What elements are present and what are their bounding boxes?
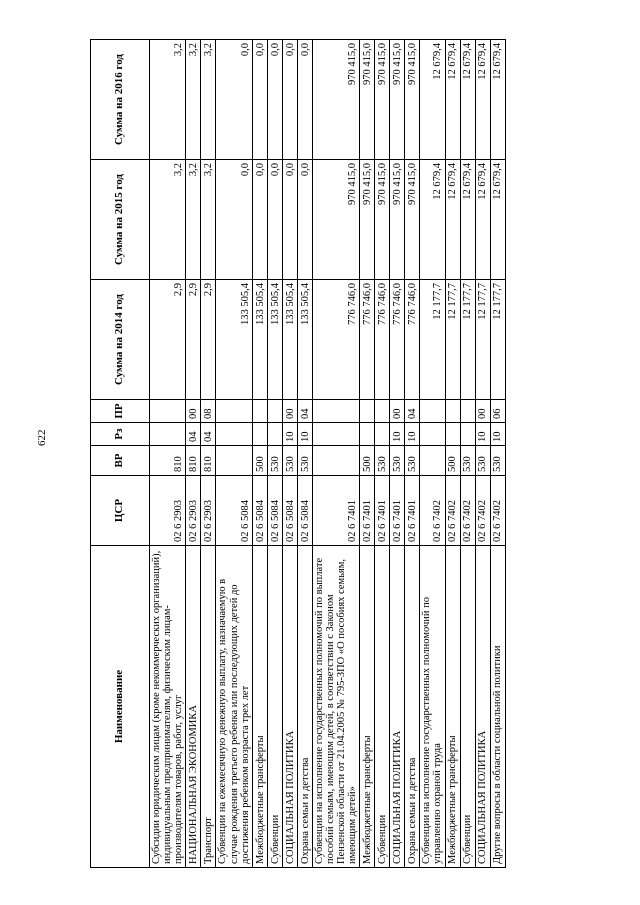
cell-pr [375, 400, 390, 423]
cell-rz [360, 423, 375, 446]
cell-sum-2016: 12 679,4 [490, 40, 505, 160]
cell-csr: 02 6 5084 [297, 476, 312, 546]
column-header-sum-2014: Сумма на 2014 год [91, 280, 150, 400]
cell-csr: 02 6 5084 [216, 476, 252, 546]
table-row [390, 40, 405, 868]
cell-sum-2015: 970 415,0 [375, 160, 390, 280]
cell-sum-2016: 970 415,0 [390, 40, 405, 160]
cell-sum-2016: 12 679,4 [445, 40, 460, 160]
cell-vr: 530 [282, 446, 297, 476]
cell-sum-2015: 12 679,4 [420, 160, 445, 280]
cell-sum-2015: 0,0 [216, 160, 252, 280]
cell-rz [150, 423, 186, 446]
cell-name: Субвенции [267, 546, 282, 868]
cell-sum-2016: 0,0 [267, 40, 282, 160]
cell-pr [360, 400, 375, 423]
column-header-sum-2016: Сумма на 2016 год [91, 40, 150, 160]
cell-pr [445, 400, 460, 423]
cell-pr [312, 400, 360, 423]
cell-sum-2014: 12 177,7 [460, 280, 475, 400]
cell-sum-2014: 776 746,0 [375, 280, 390, 400]
cell-sum-2016: 970 415,0 [405, 40, 420, 160]
cell-sum-2016: 970 415,0 [360, 40, 375, 160]
cell-sum-2016: 0,0 [297, 40, 312, 160]
cell-vr: 530 [375, 446, 390, 476]
cell-vr: 810 [201, 446, 216, 476]
table-row [201, 40, 216, 868]
cell-sum-2016: 12 679,4 [460, 40, 475, 160]
table-row [445, 40, 460, 868]
cell-pr: 06 [490, 400, 505, 423]
cell-pr: 00 [475, 400, 490, 423]
cell-name: Субсидии юридическим лицам (кроме некоммерческих организаций), индивидуальным предпринимателям, физическим лицам-производителям товаров, работ, услуг [150, 546, 186, 868]
cell-sum-2015: 12 679,4 [490, 160, 505, 280]
cell-sum-2016: 970 415,0 [312, 40, 360, 160]
cell-rz: 10 [297, 423, 312, 446]
cell-name: Охрана семьи и детства [405, 546, 420, 868]
cell-rz: 10 [282, 423, 297, 446]
cell-sum-2014: 776 746,0 [312, 280, 360, 400]
cell-csr: 02 6 7401 [312, 476, 360, 546]
table-row [267, 40, 282, 868]
table-row [297, 40, 312, 868]
cell-sum-2016: 970 415,0 [375, 40, 390, 160]
table-row [490, 40, 505, 868]
cell-pr [420, 400, 445, 423]
cell-pr [252, 400, 267, 423]
cell-pr [460, 400, 475, 423]
cell-pr: 00 [390, 400, 405, 423]
column-header-rz: Рз [91, 423, 150, 446]
cell-sum-2015: 3,2 [150, 160, 186, 280]
table-row [420, 40, 445, 868]
cell-rz: 04 [201, 423, 216, 446]
cell-vr [216, 446, 252, 476]
table-row [252, 40, 267, 868]
cell-rz: 04 [186, 423, 201, 446]
cell-name: Субвенции на ежемесячную денежную выплату, назначаемую в случае рождения третьего ребенка или последующих детей до достижения ребенком возраста трех лет [216, 546, 252, 868]
cell-sum-2015: 970 415,0 [390, 160, 405, 280]
cell-vr [420, 446, 445, 476]
column-header-vr: ВР [91, 446, 150, 476]
cell-name: Субвенции на исполнение государственных полномочий по управлению охраной труда [420, 546, 445, 868]
cell-vr: 530 [390, 446, 405, 476]
cell-rz [375, 423, 390, 446]
cell-pr: 08 [201, 400, 216, 423]
cell-sum-2015: 12 679,4 [475, 160, 490, 280]
table-row [216, 40, 252, 868]
column-header-csr: ЦСР [91, 476, 150, 546]
cell-sum-2014: 12 177,7 [445, 280, 460, 400]
cell-rz: 10 [390, 423, 405, 446]
table-row [405, 40, 420, 868]
cell-name: СОЦИАЛЬНАЯ ПОЛИТИКА [390, 546, 405, 868]
cell-pr: 00 [282, 400, 297, 423]
cell-name: Субвенции [460, 546, 475, 868]
cell-vr: 530 [475, 446, 490, 476]
cell-sum-2016: 3,2 [150, 40, 186, 160]
cell-rz [312, 423, 360, 446]
cell-sum-2016: 12 679,4 [420, 40, 445, 160]
cell-vr: 500 [252, 446, 267, 476]
cell-csr: 02 6 7401 [405, 476, 420, 546]
cell-rz [267, 423, 282, 446]
cell-csr: 02 6 7402 [490, 476, 505, 546]
cell-csr: 02 6 7402 [475, 476, 490, 546]
cell-csr: 02 6 5084 [282, 476, 297, 546]
cell-name: Другие вопросы в области социальной политики [490, 546, 505, 868]
cell-sum-2014: 133 505,4 [282, 280, 297, 400]
cell-sum-2014: 12 177,7 [490, 280, 505, 400]
table-row [150, 40, 186, 868]
column-header-name: Наименование [91, 546, 150, 868]
table-row [460, 40, 475, 868]
cell-sum-2015: 0,0 [282, 160, 297, 280]
cell-name: СОЦИАЛЬНАЯ ПОЛИТИКА [282, 546, 297, 868]
cell-csr: 02 6 5084 [267, 476, 282, 546]
cell-name: Межбюджетные трансферты [445, 546, 460, 868]
cell-pr [150, 400, 186, 423]
cell-csr: 02 6 5084 [252, 476, 267, 546]
cell-sum-2014: 133 505,4 [267, 280, 282, 400]
cell-rz [216, 423, 252, 446]
cell-sum-2016: 3,2 [201, 40, 216, 160]
cell-sum-2014: 133 505,4 [252, 280, 267, 400]
cell-sum-2014: 776 746,0 [390, 280, 405, 400]
cell-vr: 500 [360, 446, 375, 476]
cell-pr [216, 400, 252, 423]
cell-sum-2014: 2,9 [201, 280, 216, 400]
cell-rz: 10 [405, 423, 420, 446]
cell-rz [252, 423, 267, 446]
cell-vr: 500 [445, 446, 460, 476]
cell-pr [267, 400, 282, 423]
cell-pr: 04 [405, 400, 420, 423]
cell-sum-2014: 2,9 [150, 280, 186, 400]
cell-sum-2015: 970 415,0 [360, 160, 375, 280]
cell-vr: 810 [186, 446, 201, 476]
cell-csr: 02 6 7401 [390, 476, 405, 546]
cell-csr: 02 6 7402 [420, 476, 445, 546]
cell-sum-2016: 0,0 [282, 40, 297, 160]
cell-vr: 530 [297, 446, 312, 476]
table-row [186, 40, 201, 868]
cell-vr [312, 446, 360, 476]
cell-sum-2016: 12 679,4 [475, 40, 490, 160]
cell-sum-2015: 12 679,4 [445, 160, 460, 280]
table-body [150, 40, 506, 868]
cell-sum-2015: 970 415,0 [312, 160, 360, 280]
cell-vr: 530 [405, 446, 420, 476]
cell-rz: 10 [475, 423, 490, 446]
cell-pr: 00 [186, 400, 201, 423]
cell-csr: 02 6 2903 [150, 476, 186, 546]
cell-sum-2014: 133 505,4 [297, 280, 312, 400]
cell-pr: 04 [297, 400, 312, 423]
cell-sum-2015: 12 679,4 [460, 160, 475, 280]
cell-rz [420, 423, 445, 446]
table-header-row [91, 40, 150, 868]
cell-sum-2014: 2,9 [186, 280, 201, 400]
column-header-pr: ПР [91, 400, 150, 423]
cell-name: Транспорт [201, 546, 216, 868]
cell-name: НАЦИОНАЛЬНАЯ ЭКОНОМИКА [186, 546, 201, 868]
cell-vr: 530 [267, 446, 282, 476]
cell-rz [460, 423, 475, 446]
page-number: 622 [36, 429, 48, 446]
budget-table [90, 39, 506, 868]
cell-sum-2016: 0,0 [216, 40, 252, 160]
cell-csr: 02 6 2903 [186, 476, 201, 546]
cell-vr: 530 [460, 446, 475, 476]
cell-sum-2014: 776 746,0 [360, 280, 375, 400]
cell-csr: 02 6 2903 [201, 476, 216, 546]
cell-sum-2014: 133 505,4 [216, 280, 252, 400]
budget-table-container [90, 40, 502, 868]
cell-vr: 810 [150, 446, 186, 476]
cell-sum-2014: 776 746,0 [405, 280, 420, 400]
cell-rz [445, 423, 460, 446]
cell-sum-2015: 3,2 [186, 160, 201, 280]
cell-name: Субвенции на исполнение государственных полномочий по выплате пособий семьям, имеющим детей, в соответствии с Законом Пензенской области от 21.04.2005 № 795-ЗПО «О пособиях семьям, имеющим детей» [312, 546, 360, 868]
cell-csr: 02 6 7402 [460, 476, 475, 546]
cell-csr: 02 6 7401 [360, 476, 375, 546]
cell-vr: 530 [490, 446, 505, 476]
table-row [282, 40, 297, 868]
cell-sum-2015: 0,0 [252, 160, 267, 280]
cell-csr: 02 6 7401 [375, 476, 390, 546]
cell-name: Межбюджетные трансферты [360, 546, 375, 868]
cell-name: Охрана семьи и детства [297, 546, 312, 868]
cell-name: СОЦИАЛЬНАЯ ПОЛИТИКА [475, 546, 490, 868]
cell-sum-2015: 3,2 [201, 160, 216, 280]
cell-sum-2014: 12 177,7 [420, 280, 445, 400]
cell-sum-2015: 970 415,0 [405, 160, 420, 280]
cell-name: Межбюджетные трансферты [252, 546, 267, 868]
column-header-sum-2015: Сумма на 2015 год [91, 160, 150, 280]
cell-sum-2015: 0,0 [267, 160, 282, 280]
cell-csr: 02 6 7402 [445, 476, 460, 546]
cell-sum-2016: 0,0 [252, 40, 267, 160]
table-row [360, 40, 375, 868]
cell-sum-2016: 3,2 [186, 40, 201, 160]
table-row [475, 40, 490, 868]
cell-rz: 10 [490, 423, 505, 446]
cell-sum-2015: 0,0 [297, 160, 312, 280]
table-row [375, 40, 390, 868]
table-row [312, 40, 360, 868]
cell-sum-2014: 12 177,7 [475, 280, 490, 400]
cell-name: Субвенции [375, 546, 390, 868]
